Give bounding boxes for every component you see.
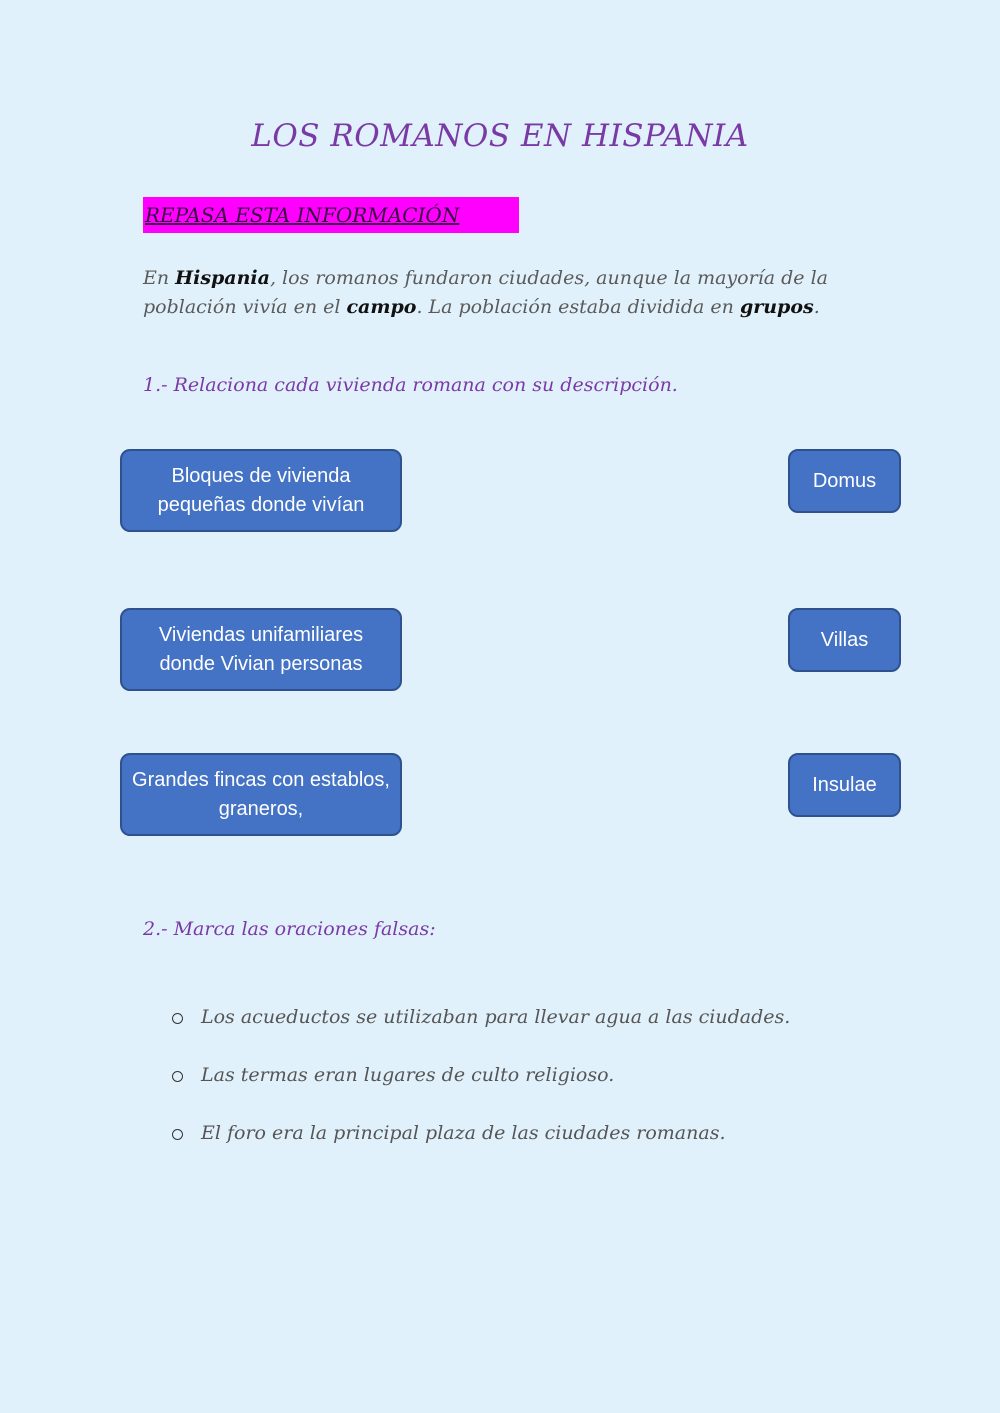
intro-text-2: , los romanos fundaron ciudades, aunque la mayoría de la población vivía en el	[143, 267, 828, 318]
radio-circle-icon[interactable]	[172, 1013, 183, 1024]
term-box-insulae[interactable]	[788, 753, 901, 817]
keyword-grupos: grupos	[739, 296, 814, 318]
keyword-hispania: Hispania	[175, 267, 270, 289]
question-1-heading: 1.- Relaciona cada vivienda romana con su descripción.	[143, 374, 678, 396]
description-text-2: Viviendas unifamiliares donde Vivian personas	[158, 623, 364, 675]
term-text-insulae: Insulae	[812, 773, 877, 796]
keyword-campo: campo	[346, 296, 417, 318]
question-2-heading: 2.- Marca las oraciones falsas:	[143, 918, 436, 940]
radio-circle-icon[interactable]	[172, 1129, 183, 1140]
term-box-villas[interactable]	[788, 608, 901, 672]
description-box-3[interactable]	[120, 753, 402, 836]
option-text-2: Las termas eran lugares de culto religioso.	[201, 1064, 615, 1086]
term-box-domus[interactable]	[788, 449, 901, 513]
intro-text-3: . La población estaba dividida en	[416, 296, 740, 318]
term-text-villas: Villas	[820, 628, 869, 651]
radio-circle-icon[interactable]	[172, 1071, 183, 1082]
page-title: LOS ROMANOS EN HISPANIA	[251, 118, 749, 154]
description-text-3: Grandes fincas con establos, graneros,	[132, 768, 390, 820]
false-statement-option-1[interactable]	[172, 1006, 790, 1028]
description-text-1: Bloques de vivienda pequeñas donde vivían	[157, 464, 365, 516]
false-statement-option-2[interactable]	[172, 1064, 614, 1086]
intro-text-1: En	[143, 267, 176, 289]
review-heading: REPASA ESTA INFORMACIÓN	[143, 197, 519, 233]
description-box-2[interactable]	[120, 608, 402, 691]
term-text-domus: Domus	[812, 469, 877, 492]
intro-text-4: .	[813, 296, 820, 318]
option-text-1: Los acueductos se utilizaban para llevar agua a las ciudades.	[201, 1006, 791, 1028]
description-box-1[interactable]	[120, 449, 402, 532]
intro-paragraph	[143, 264, 863, 322]
option-text-3: El foro era la principal plaza de las ciudades romanas.	[201, 1122, 726, 1144]
false-statement-option-3[interactable]	[172, 1122, 726, 1144]
